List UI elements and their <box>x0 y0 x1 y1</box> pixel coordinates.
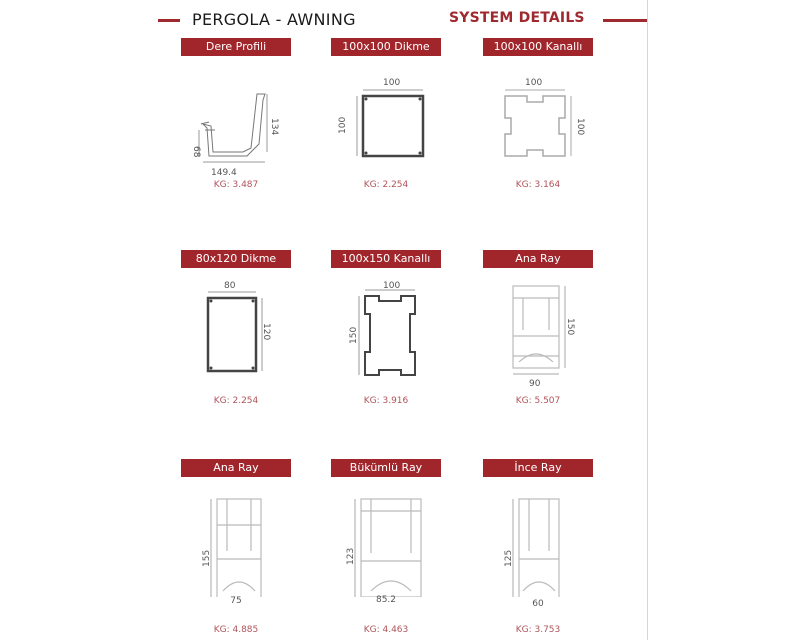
gutter-profile-drawing <box>181 66 291 176</box>
profile-label: Ana Ray <box>181 459 291 477</box>
dim-width: 100 <box>525 78 543 88</box>
profile-label: Bükümlü Ray <box>331 459 441 477</box>
main-rail-drawing <box>483 278 593 388</box>
main-rail-alt-drawing <box>181 487 291 597</box>
profile-card-ana-ray-1 <box>483 250 593 388</box>
dim-height: 120 <box>261 323 271 341</box>
profile-card-100x150-kanalli <box>331 250 441 388</box>
header-accent-line-right <box>603 19 647 22</box>
dim-width: 100 <box>383 281 401 291</box>
dim-height-right: 134 <box>269 118 279 136</box>
dim-height-left: 68 <box>191 146 201 158</box>
dim-width-ana-ray-2: 75 <box>230 596 242 606</box>
profile-label: İnce Ray <box>483 459 593 477</box>
profile-label: 100x150 Kanallı <box>331 250 441 268</box>
weight-100x150-kanalli: KG: 3.916 <box>363 396 409 406</box>
weight-dere-profili: KG: 3.487 <box>213 180 259 190</box>
profile-label: 100x100 Kanallı <box>483 38 593 56</box>
weight-100x100-dikme: KG: 2.254 <box>363 180 409 190</box>
weight-ana-ray-2: KG: 4.885 <box>213 625 259 635</box>
profile-card-100x100-kanalli <box>483 38 593 176</box>
dim-height: 125 <box>504 549 514 567</box>
dim-height: 100 <box>338 116 348 134</box>
dim-width: 90 <box>529 379 541 388</box>
square-post-drawing <box>331 66 441 176</box>
profile-label: Dere Profili <box>181 38 291 56</box>
dim-width: 80 <box>224 281 236 291</box>
weight-bukumlu-ray: KG: 4.463 <box>363 625 409 635</box>
dim-width: 149.4 <box>211 168 237 176</box>
profile-card-100x100-dikme <box>331 38 441 176</box>
rectangular-post-drawing <box>181 278 291 388</box>
profile-label: Ana Ray <box>483 250 593 268</box>
channel-post-drawing <box>483 66 593 176</box>
profile-card-bukumlu-ray <box>331 459 441 597</box>
section-title: SYSTEM DETAILS <box>449 10 585 26</box>
channel-tall-post-drawing <box>331 278 441 388</box>
dim-height: 150 <box>565 318 575 336</box>
profile-card-ana-ray-2 <box>181 459 291 597</box>
dim-width-bukumlu-ray: 85.2 <box>375 595 397 605</box>
profile-card-80x120-dikme <box>181 250 291 388</box>
dim-width: 100 <box>383 78 401 88</box>
profile-label: 100x100 Dikme <box>331 38 441 56</box>
header-accent-line-left <box>158 19 180 22</box>
weight-80x120-dikme: KG: 2.254 <box>213 396 259 406</box>
dim-height: 123 <box>346 547 356 565</box>
dim-height: 155 <box>202 549 212 567</box>
dim-height: 100 <box>575 118 585 136</box>
bent-rail-drawing <box>331 487 441 597</box>
weight-100x100-kanalli: KG: 3.164 <box>515 180 561 190</box>
dim-height: 150 <box>349 326 359 344</box>
weight-ana-ray-1: KG: 5.507 <box>515 396 561 406</box>
page-edge <box>647 0 648 640</box>
profile-label: 80x120 Dikme <box>181 250 291 268</box>
profile-card-ince-ray <box>483 459 593 597</box>
thin-rail-drawing <box>483 487 593 597</box>
page-title: PERGOLA - AWNING <box>192 10 356 29</box>
weight-ince-ray: KG: 3.753 <box>515 625 561 635</box>
profile-card-dere-profili <box>181 38 291 176</box>
dim-width-ince-ray: 60 <box>532 599 544 609</box>
